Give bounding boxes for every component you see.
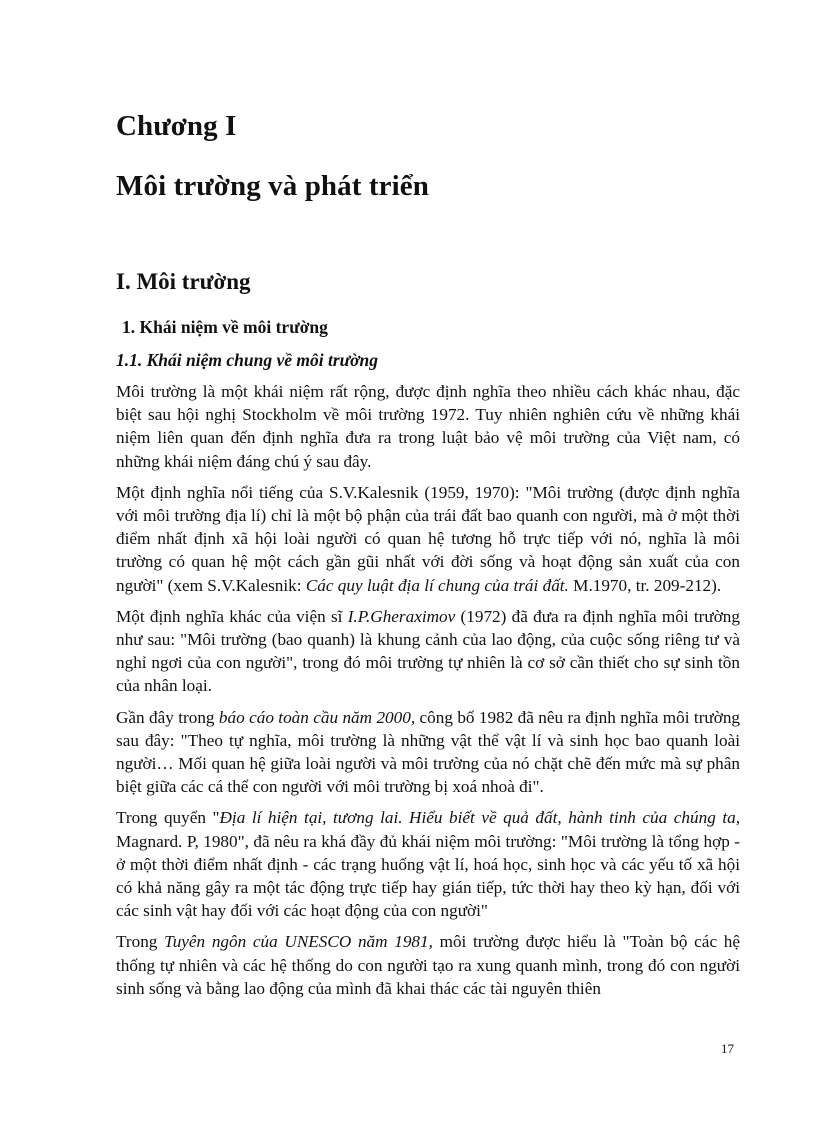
- paragraph-5-tail: Magnard. P, 1980", đã nêu ra khá đầy đủ khái niệm môi trường: "Môi trường là tổng hợp - ở một thời điểm nhất định - các trạng huống vật lí, hoá học, sinh học và các yếu tố xã hội có khả năng gây ra một tác động trực tiếp hay gián tiếp, tức thời hay theo kỳ hạn, đối với các sinh vật hay đối với các hoạt động của con người": [116, 831, 740, 921]
- paragraph-4: [116, 706, 740, 799]
- paragraph-5-text: Trong quyển ": [116, 808, 220, 828]
- paragraph-1-text: Môi trường là một khái niệm rất rộng, được định nghĩa theo nhiều cách khác nhau, đặc biệt sau hội nghị Stockholm về môi trường 1972. Tuy nhiên nghiên cứu về những khái niệm liên quan đến định nghĩa đưa ra trong luật bảo vệ môi trường của Việt nam, có những khái niệm đáng chú ý sau đây.: [116, 382, 740, 471]
- paragraph-3-italic: I.P.Gheraximov: [347, 606, 456, 626]
- paragraph-5-italic: Địa lí hiện tại, tương lai. Hiểu biết về quả đất, hành tinh của chúng ta,: [219, 808, 740, 828]
- subsubsection-heading: 1.1. Khái niệm chung về môi trường: [116, 350, 378, 370]
- section-heading: I. Môi trường: [116, 269, 251, 294]
- paragraph-2: [116, 481, 740, 597]
- paragraph-1: [116, 380, 740, 473]
- paragraph-4-tail: công bố 1982 đã nêu ra định nghĩa môi trường sau đây: "Theo tự nghĩa, môi trường là những vật thể vật lí và sinh học bao quanh loài người… Mối quan hệ giữa loài người và môi trường của nó chặt chẽ đến mức mà sự phân biệt giữa các cá thể con người với môi trường bị xoá nhoà đi".: [116, 707, 741, 797]
- chapter-title: Môi trường và phát triển: [116, 170, 429, 202]
- page-content: [116, 96, 740, 1008]
- paragraph-6-text: Trong: [116, 932, 165, 952]
- paragraph-6: [116, 930, 740, 1000]
- paragraph-6-italic: Tuyên ngôn của UNESCO năm 1981,: [164, 932, 433, 952]
- chapter-number: Chương I: [116, 110, 237, 142]
- paragraph-5: [116, 806, 740, 922]
- paragraph-3: [116, 605, 740, 698]
- paragraph-2-italic: Các quy luật địa lí chung của trái đất.: [305, 575, 569, 595]
- paragraph-2-text: Một định nghĩa nổi tiếng của S.V.Kalesnik (1959, 1970): "Môi trường (được định nghĩa với môi trường địa lí) chỉ là một bộ phận của trái đất bao quanh con người, mà ở một thời điểm nhất định xã hội loài người có quan hệ tương hỗ trực tiếp với nó, nghĩa là môi trường có quan hệ một cách gần gũi nhất với đời sống và hoạt động sản xuất của con người" (xem S.V.Kalesnik:: [116, 482, 740, 595]
- paragraph-4-italic: báo cáo toàn cầu năm 2000,: [218, 707, 416, 727]
- paragraph-2-tail: M.1970, tr. 209-212).: [568, 575, 722, 595]
- page-number: 17: [721, 1041, 734, 1056]
- subsection-heading: 1. Khái niệm về môi trường: [122, 317, 328, 337]
- paragraph-6-tail: môi trường được hiểu là "Toàn bộ các hệ thống tự nhiên và các hệ thống do con người tạo ra xung quanh mình, trong đó con người sinh sống và bằng lao động của mình đã khai thác các tài nguyên thiên: [116, 932, 740, 998]
- paragraph-3-text: Một định nghĩa khác của viện sĩ: [116, 606, 348, 626]
- paragraph-4-text: Gần đây trong: [116, 707, 219, 727]
- paragraph-3-tail: (1972) đã đưa ra định nghĩa môi trường như sau: "Môi trường (bao quanh) là khung cảnh của lao động, của cuộc sống riêng tư và nghỉ ngơi của con người", trong đó môi trường tự nhiên là cơ sở cần thiết cho sự sinh tồn của nhân loại.: [116, 606, 740, 696]
